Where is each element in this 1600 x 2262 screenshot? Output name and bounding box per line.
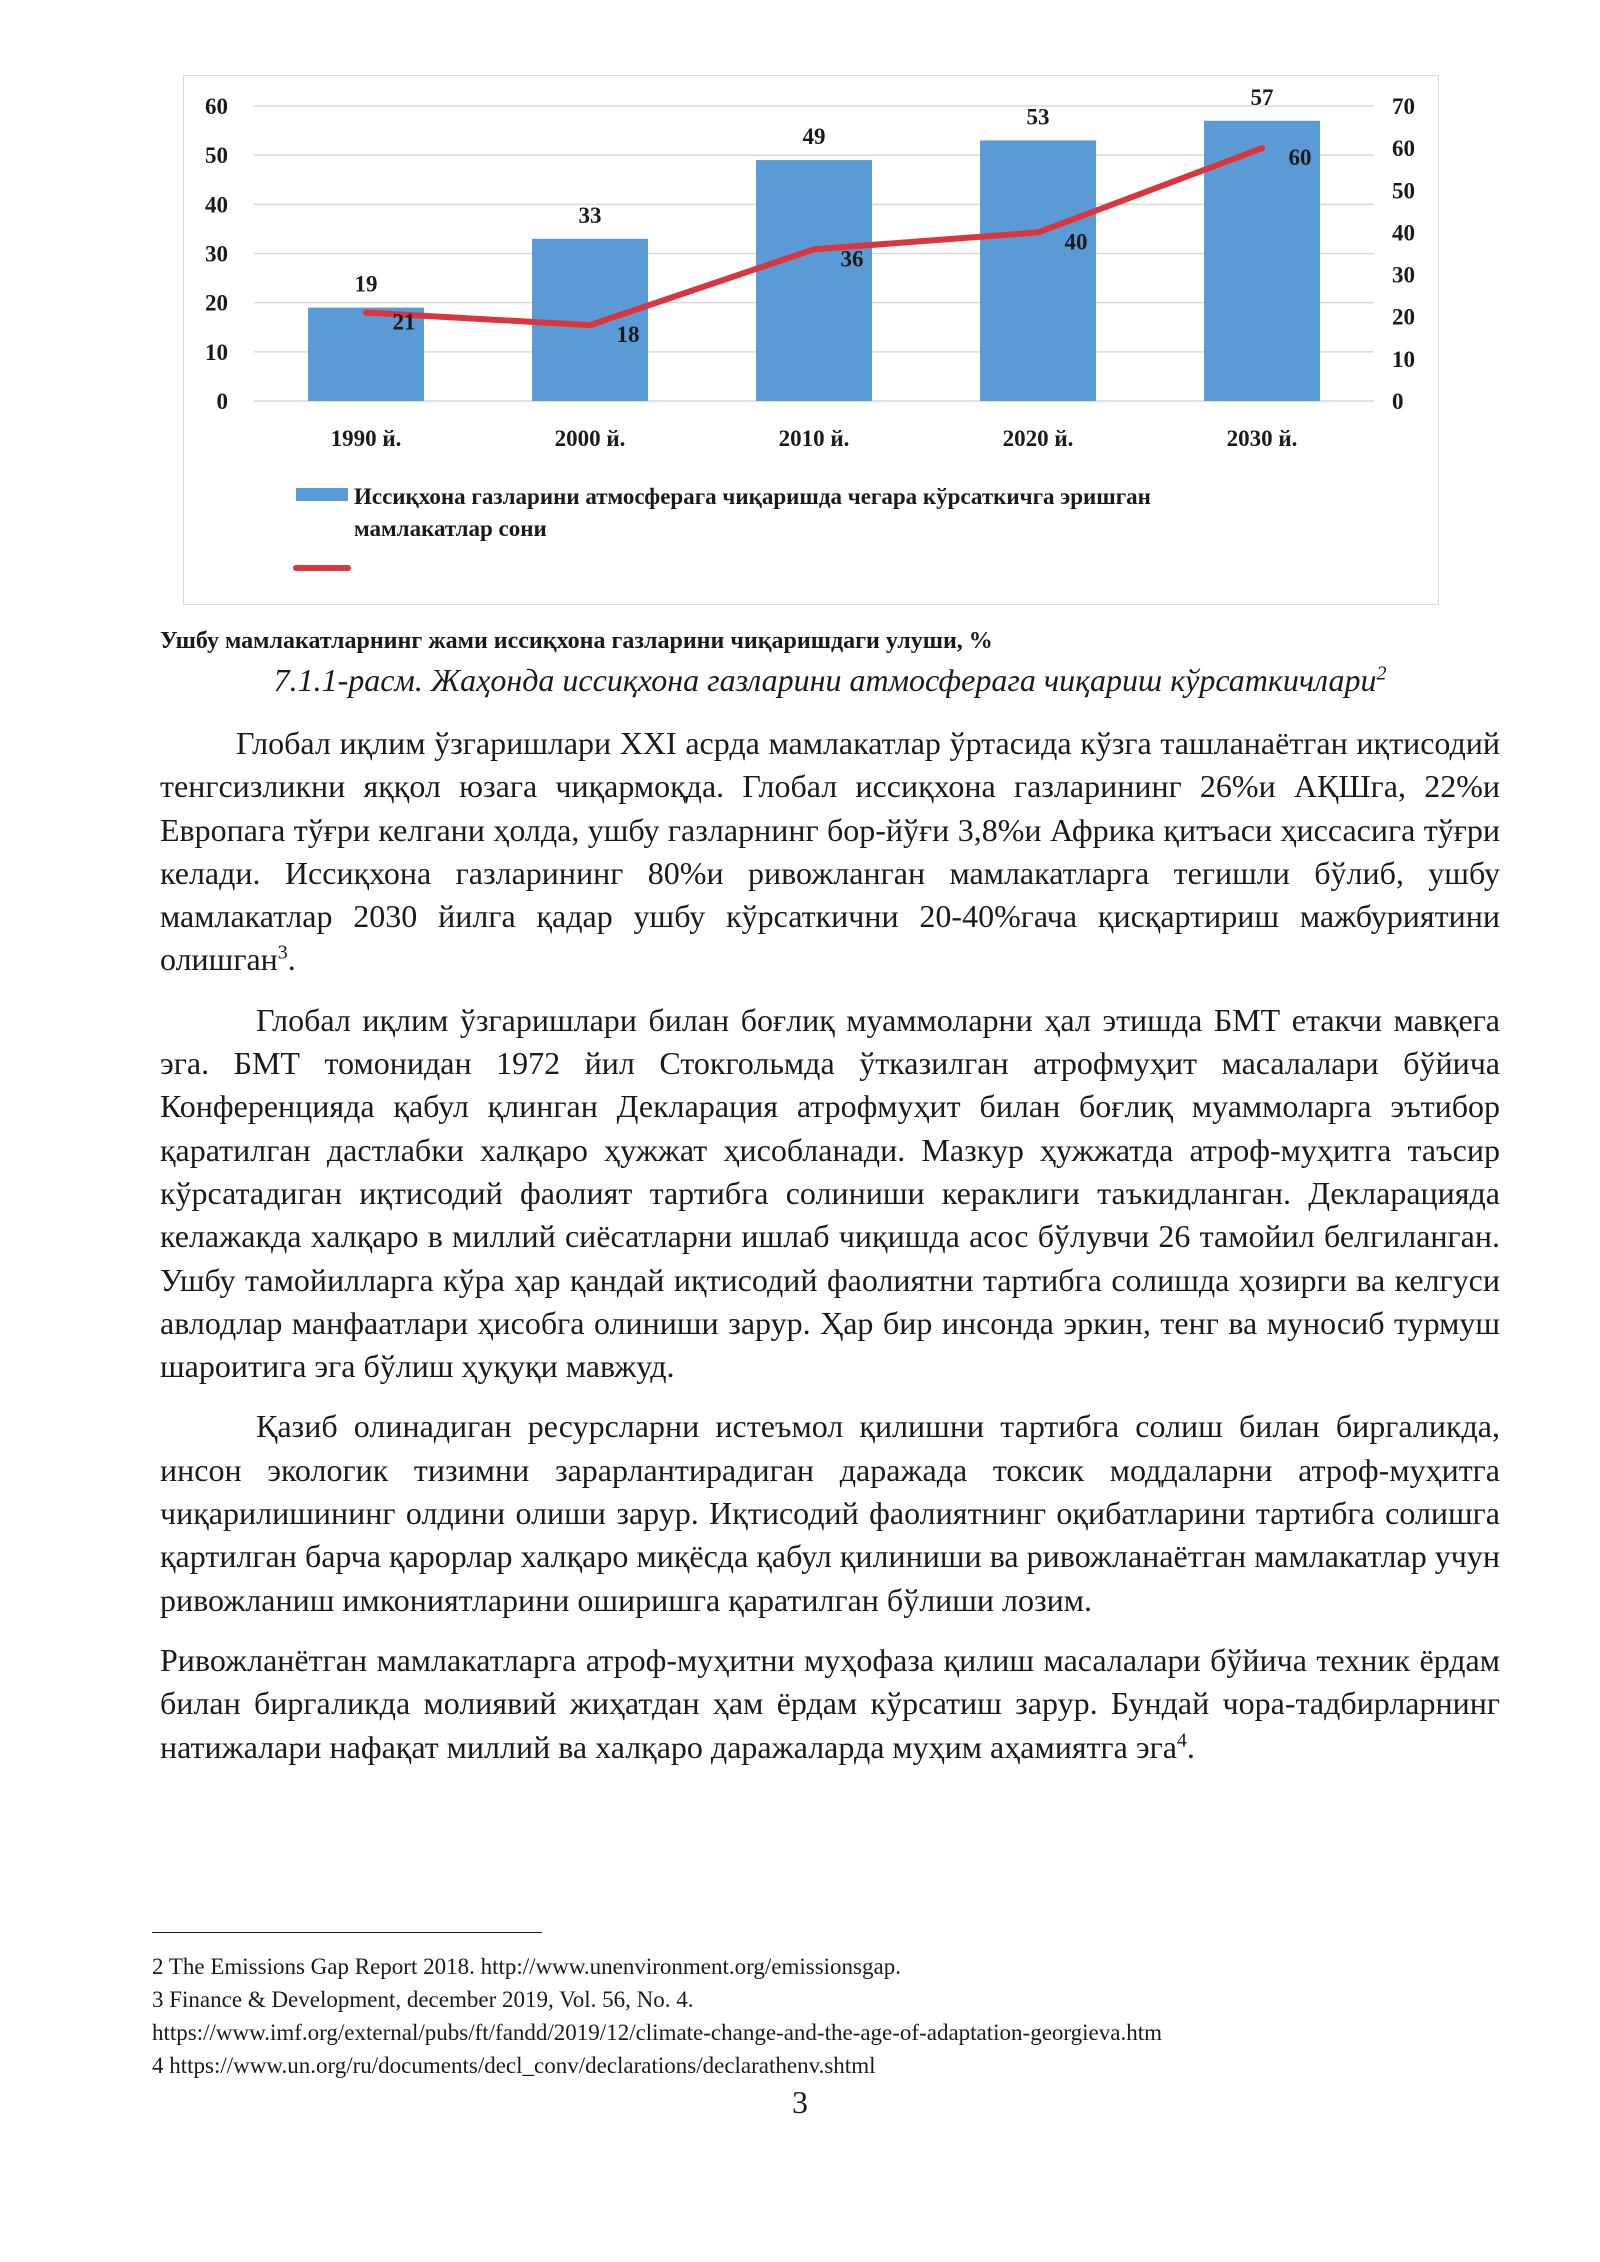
footnote-3-url: https://www.imf.org/external/pubs/ft/fandd/2019/12/climate-change-and-the-age-of-adaptation-georgieva.htm — [152, 2020, 1162, 2045]
footnotes — [152, 1950, 1532, 2082]
footnote-separator — [152, 1932, 542, 1933]
line-data-label: 60 — [1288, 145, 1312, 171]
paragraph-4-end: . — [1186, 1728, 1195, 1765]
page-number: 3 — [792, 2084, 808, 2120]
line-data-label: 36 — [840, 246, 864, 272]
paragraph-4-text: Ривожланётган мамлакатларга атроф-муҳитни муҳофаза қилиш масалалари бўйича техник ёрдам билан биргаликда молиявий жиҳатдан ҳам ёрдам кўрсатиш зарур. Бундай чора-тадбирларнинг натижалари нафақат миллий ва халқаро даражаларда муҳим аҳамиятга эга — [160, 1641, 1500, 1765]
legend-bar-label-line2: мамлакатлар сони — [354, 516, 547, 541]
chart-frame — [183, 75, 1439, 605]
y-right-tick-label: 10 — [1392, 346, 1415, 372]
y-left-tick-label: 40 — [205, 192, 228, 218]
y-left-tick-label: 30 — [205, 241, 228, 267]
paragraph-3: Қазиб олинадиган ресурсларни истеъмол қилишни тартибга солиш билан биргаликда, инсон экологик тизимни зарарлантирадиган даражада токсик моддаларни атроф-муҳитга чиқарилишининг олдини олиши зарур. Иқтисодий фаолиятнинг оқибатларини тартибга солишга қартилган барча қарорлар халқаро миқёсда қабул қилиниши ва ривожланаётган мамлакатлар учун ривожланиш имкониятларини оширишга қаратилган бўлиши лозим. — [160, 1408, 1500, 1618]
x-tick-label: 2020 й. — [1002, 426, 1074, 451]
y-right-tick-label: 20 — [1392, 304, 1415, 330]
bar-data-label: 57 — [1250, 84, 1274, 110]
body-text — [160, 722, 1500, 1786]
figure-caption — [160, 662, 1500, 699]
bar-data-label: 53 — [1026, 104, 1050, 130]
bar-data-label: 49 — [802, 124, 826, 150]
paragraph-1-text: Глобал иқлим ўзгаришлари XXI асрда мамлакатлар ўртасида кўзга ташланаётган иқтисодий тенгсизликни яққол юзага чиқармоқда. Глобал иссиқхона газларининг 26%и АҚШга, 22%и Европага тўғри келгани ҳолда, ушбу газларнинг бор-йўғи 3,8%и Африка қитъаси ҳиссасига тўғри келади. Иссиқхона газларининг 80%и ривожланган мамлакатларга тегишли бўлиб, ушбу мамлакатлар 2030 йилга қадар ушбу кўрсаткични 20-40%гача қисқартириш мажбуриятини олишган — [160, 725, 1500, 978]
bar-data-label: 33 — [578, 202, 602, 228]
y-right-tick-label: 30 — [1392, 262, 1415, 288]
y-left-tick-label: 0 — [216, 389, 228, 414]
bar — [980, 140, 1096, 401]
y-left-tick-label: 20 — [205, 290, 228, 316]
y-right-tick-label: 50 — [1392, 178, 1415, 204]
paragraph-1-end: . — [287, 941, 296, 978]
footnote-3: 3 Finance & Development, december 2019, Vol. 56, No. 4. — [152, 1987, 694, 2012]
legend-bar-swatch — [296, 488, 348, 501]
x-tick-label: 2000 й. — [554, 426, 626, 451]
line-point — [811, 246, 817, 252]
y-left-tick-label: 10 — [205, 339, 228, 365]
y-left-tick-label: 60 — [205, 94, 228, 119]
bar-data-label: 19 — [354, 271, 378, 297]
y-left-tick-label: 50 — [205, 143, 228, 169]
legend-bar-label-line1: Иссиқхона газларини атмосферага чиқаришда чегара кўрсаткичга эришган — [354, 484, 1151, 509]
line-point — [363, 310, 369, 316]
emissions-combo-chart — [184, 76, 1440, 606]
x-tick-label: 2030 й. — [1226, 426, 1298, 451]
y-right-tick-label: 0 — [1392, 389, 1404, 414]
line-point — [1035, 229, 1041, 235]
footnote-2: 2 The Emissions Gap Report 2018. http://www.unenvironment.org/emissionsgap. — [152, 1954, 901, 1979]
paragraph-1 — [160, 722, 1500, 982]
footnote-ref-4: 4 — [1176, 1728, 1187, 1751]
paragraph-2: Глобал иқлим ўзгаришлари билан боғлиқ муаммоларни ҳал этишда БМТ етакчи мавқега эга. БМТ томонидан 1972 йил Стокгольмда ўтказилган атрофмуҳит масалалари бўйича Конференцияда қабул қлинган Декларация атрофмуҳит билан боғлиқ муаммоларга эътибор қаратилган дастлабки халқаро ҳужжат ҳисобланади. Мазкур ҳужжатда атроф-муҳитга таъсир кўрсатадиган иқтисодий фаолият тартибга солиниши кераклиги таъкидланган. Декларацияда келажакда халқаро в миллий сиёсатларни ишлаб чиқишда асос бўлувчи 26 тамойил белгиланган. Ушбу тамойилларга кўра ҳар қандай иқтисодий фаолиятни тартибга солишда ҳозирги ва келгуси авлодлар манфаатлари ҳисобга олиниши зарур. Ҳар бир инсонда эркин, тенг ва муносиб турмуш шароитига эга бўлиш ҳуқуқи мавжуд. — [160, 1001, 1500, 1385]
line-data-label: 21 — [392, 309, 416, 335]
line-data-label: 40 — [1064, 229, 1088, 255]
footnote-ref-3: 3 — [277, 941, 288, 964]
y-right-tick-label: 60 — [1392, 136, 1415, 162]
y-right-tick-label: 70 — [1392, 94, 1415, 119]
legend-line-series-label: Ушбу мамлакатларнинг жами иссиқхона газларини чиқаришдаги улуши, % — [160, 628, 993, 654]
line-data-label: 18 — [616, 322, 640, 348]
paragraph-4 — [160, 1639, 1500, 1769]
line-point — [587, 322, 593, 328]
bar — [756, 160, 872, 401]
x-tick-label: 1990 й. — [330, 426, 402, 451]
line-point — [1259, 145, 1265, 151]
footnote-ref-2: 2 — [1376, 662, 1387, 685]
y-right-tick-label: 40 — [1392, 220, 1415, 246]
x-tick-label: 2010 й. — [778, 426, 850, 451]
footnote-4: 4 https://www.un.org/ru/documents/decl_conv/declarations/declarathenv.shtml — [152, 2053, 876, 2078]
figure-caption-text: 7.1.1-расм. Жаҳонда иссиқхона газларини атмосферага чиқариш кўрсаткичлари — [273, 662, 1377, 698]
